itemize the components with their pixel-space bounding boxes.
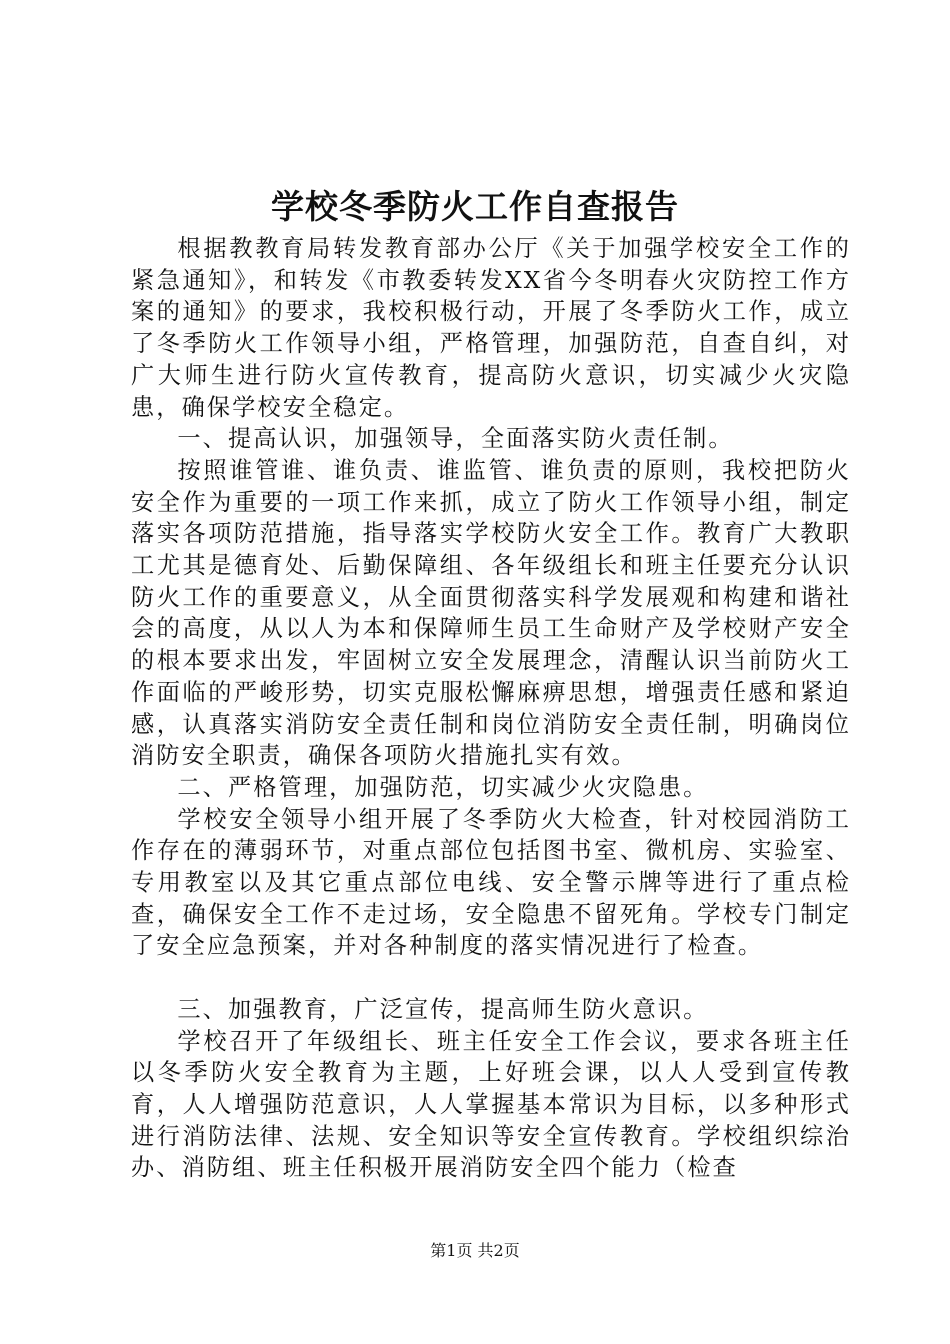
section-heading-1: 一、提高认识，加强领导，全面落实防火责任制。: [177, 425, 734, 453]
page-number-footer: 第1页 共2页: [430, 1241, 520, 1260]
intro-paragraph: 根据教教育局转发教育部办公厅《关于加强学校安全工作的紧急通知》，和转发《市教委转发XX省今冬明春火灾防控工作方案的通知》的要求，我校积极行动，开展了冬季防火工作，成立了冬季防火工作领导小组，严格管理，加强防范，自查自纠，对广大师生进行防火宣传教育，提高防火意识，切实减少火灾隐患，确保学校安全稳定。: [131, 235, 851, 421]
section-paragraph-3: 学校召开了年级组长、班主任安全工作会议，要求各班主任以冬季防火安全教育为主题，上好班会课，以人人受到宣传教育，人人增强防范意识，人人掌握基本常识为目标，以多种形式进行消防法律、法规、安全知识等安全宣传教育。学校组织综治办、消防组、班主任积极开展消防安全四个能力（检查: [131, 1027, 851, 1182]
document-title: 学校冬季防火工作自查报告: [271, 187, 679, 226]
section-paragraph-1: 按照谁管谁、谁负责、谁监管、谁负责的原则，我校把防火安全作为重要的一项工作来抓，成立了防火工作领导小组，制定落实各项防范措施，指导落实学校防火安全工作。教育广大教职工尤其是德育处、后勤保障组、各年级组长和班主任要充分认识防火工作的重要意义，从全面贯彻落实科学发展观和构建和谐社会的高度，从以人为本和保障师生员工生命财产及学校财产安全的根本要求出发，牢固树立安全发展理念，清醒认识当前防火工作面临的严峻形势，切实克服松懈麻痹思想，增强责任感和紧迫感，认真落实消防安全责任制和岗位消防安全责任制，明确岗位消防安全职责，确保各项防火措施扎实有效。: [131, 456, 851, 770]
section-paragraph-2: 学校安全领导小组开展了冬季防火大检查，针对校园消防工作存在的薄弱环节，对重点部位包括图书室、微机房、实验室、专用教室以及其它重点部位电线、安全警示牌等进行了重点检查，确保安全工作不走过场，安全隐患不留死角。学校专门制定了安全应急预案，并对各种制度的落实情况进行了检查。: [131, 805, 851, 960]
document-body: [131, 233, 851, 1184]
section-heading-3: 三、加强教育，广泛宣传，提高师生防火意识。: [177, 995, 709, 1023]
section-heading-2: 二、严格管理，加强防范，切实减少火灾隐患。: [177, 773, 709, 801]
